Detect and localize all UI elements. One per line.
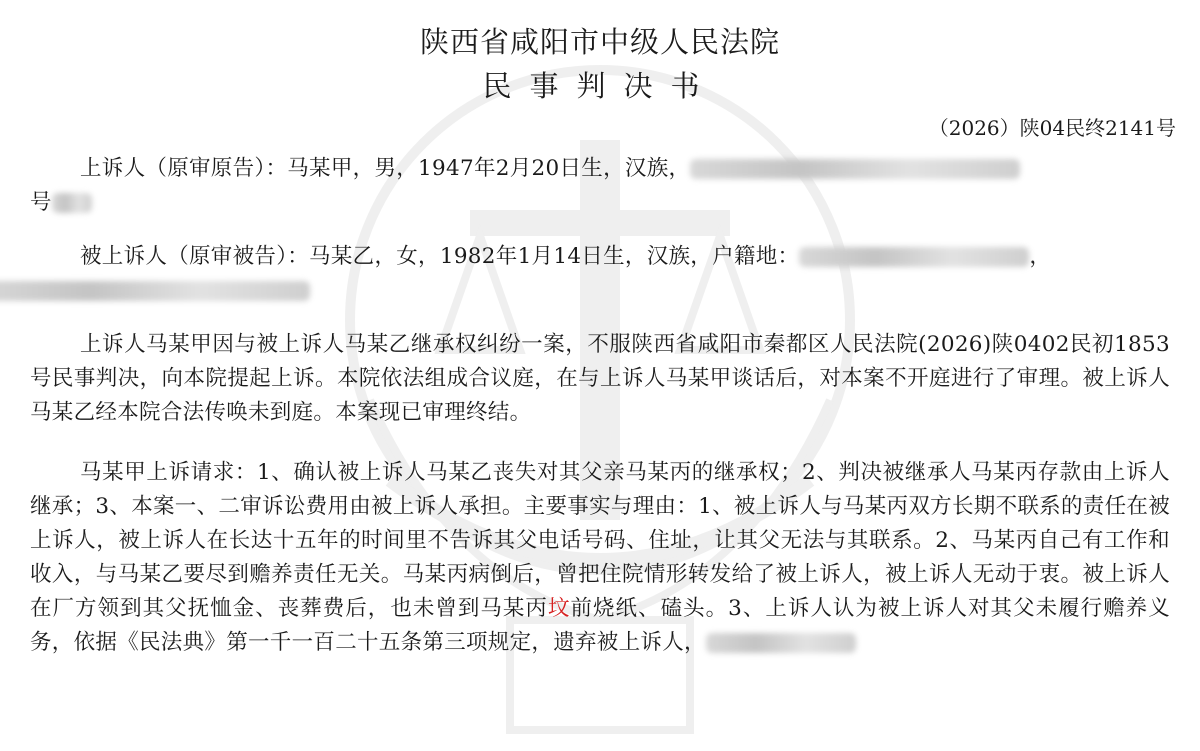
redacted-address <box>690 159 1020 179</box>
redacted-household <box>799 247 1029 267</box>
appellant-info <box>30 152 1170 220</box>
appeal-text-part2: 前烧纸、磕头。3、上诉人认为被上诉人对其父未履行赡养义务，依据《民法典》第一千一百二十五条第三项规定，遗弃被上诉人， <box>30 596 1170 655</box>
document-type: 民事判决书 <box>482 69 718 103</box>
court-name: 陕西省咸阳市中级人民法院 <box>419 25 780 59</box>
appellant-text: 上诉人（原审原告）：马某甲，男，1947年2月20日生，汉族， <box>80 156 691 181</box>
redacted-conclusion <box>706 633 856 653</box>
case-summary-paragraph: 上诉人马某甲因与被上诉人马某乙继承权纠纷一案，不服陕西省咸阳市秦都区人民法院(2026)陕0402民初1853号民事判决，向本院提起上诉。本院依法组成合议庭，在与上诉人马某甲谈话后，对本案不开庭进行了审理。被上诉人马某乙经本院合法传唤未到庭。本案现已审理终结。 <box>30 332 1170 425</box>
redacted-address-tail <box>52 193 92 213</box>
appellee-text: 被上诉人（原审被告）：马某乙，女，1982年1月14日生，汉族，户籍地： <box>80 244 800 269</box>
appellant-tail: 号 <box>30 190 52 215</box>
appeal-text-part1: 马某甲上诉请求：1、确认被上诉人马某乙丧失对其父亲马某丙的继承权；2、判决被继承人马某丙存款由上诉人继承；3、本案一、二审诉讼费用由被上诉人承担。主要事实与理由：1、被上诉人与马某丙双方长期不联系的责任在被上诉人，被上诉人在长达十五年的时间里不告诉其父电话号码、住址，让其父无法与其联系。2、马某丙自己有工作和收入，与马某乙要尽到赡养责任无关。马某丙病倒后，曾把住院情形转发给了被上诉人，被上诉人无动于衷。被上诉人在厂方领到其父抚恤金、丧葬费后，也未曾到马某丙 <box>30 460 1170 621</box>
redacted-residence <box>0 281 310 301</box>
highlighted-char: 坟 <box>547 596 571 621</box>
case-number: （2026）陕04民终2141号 <box>928 116 1176 140</box>
appellee-tail: ， <box>1029 244 1052 269</box>
appeal-request-paragraph <box>30 456 1170 660</box>
appellee-info <box>30 240 1170 308</box>
